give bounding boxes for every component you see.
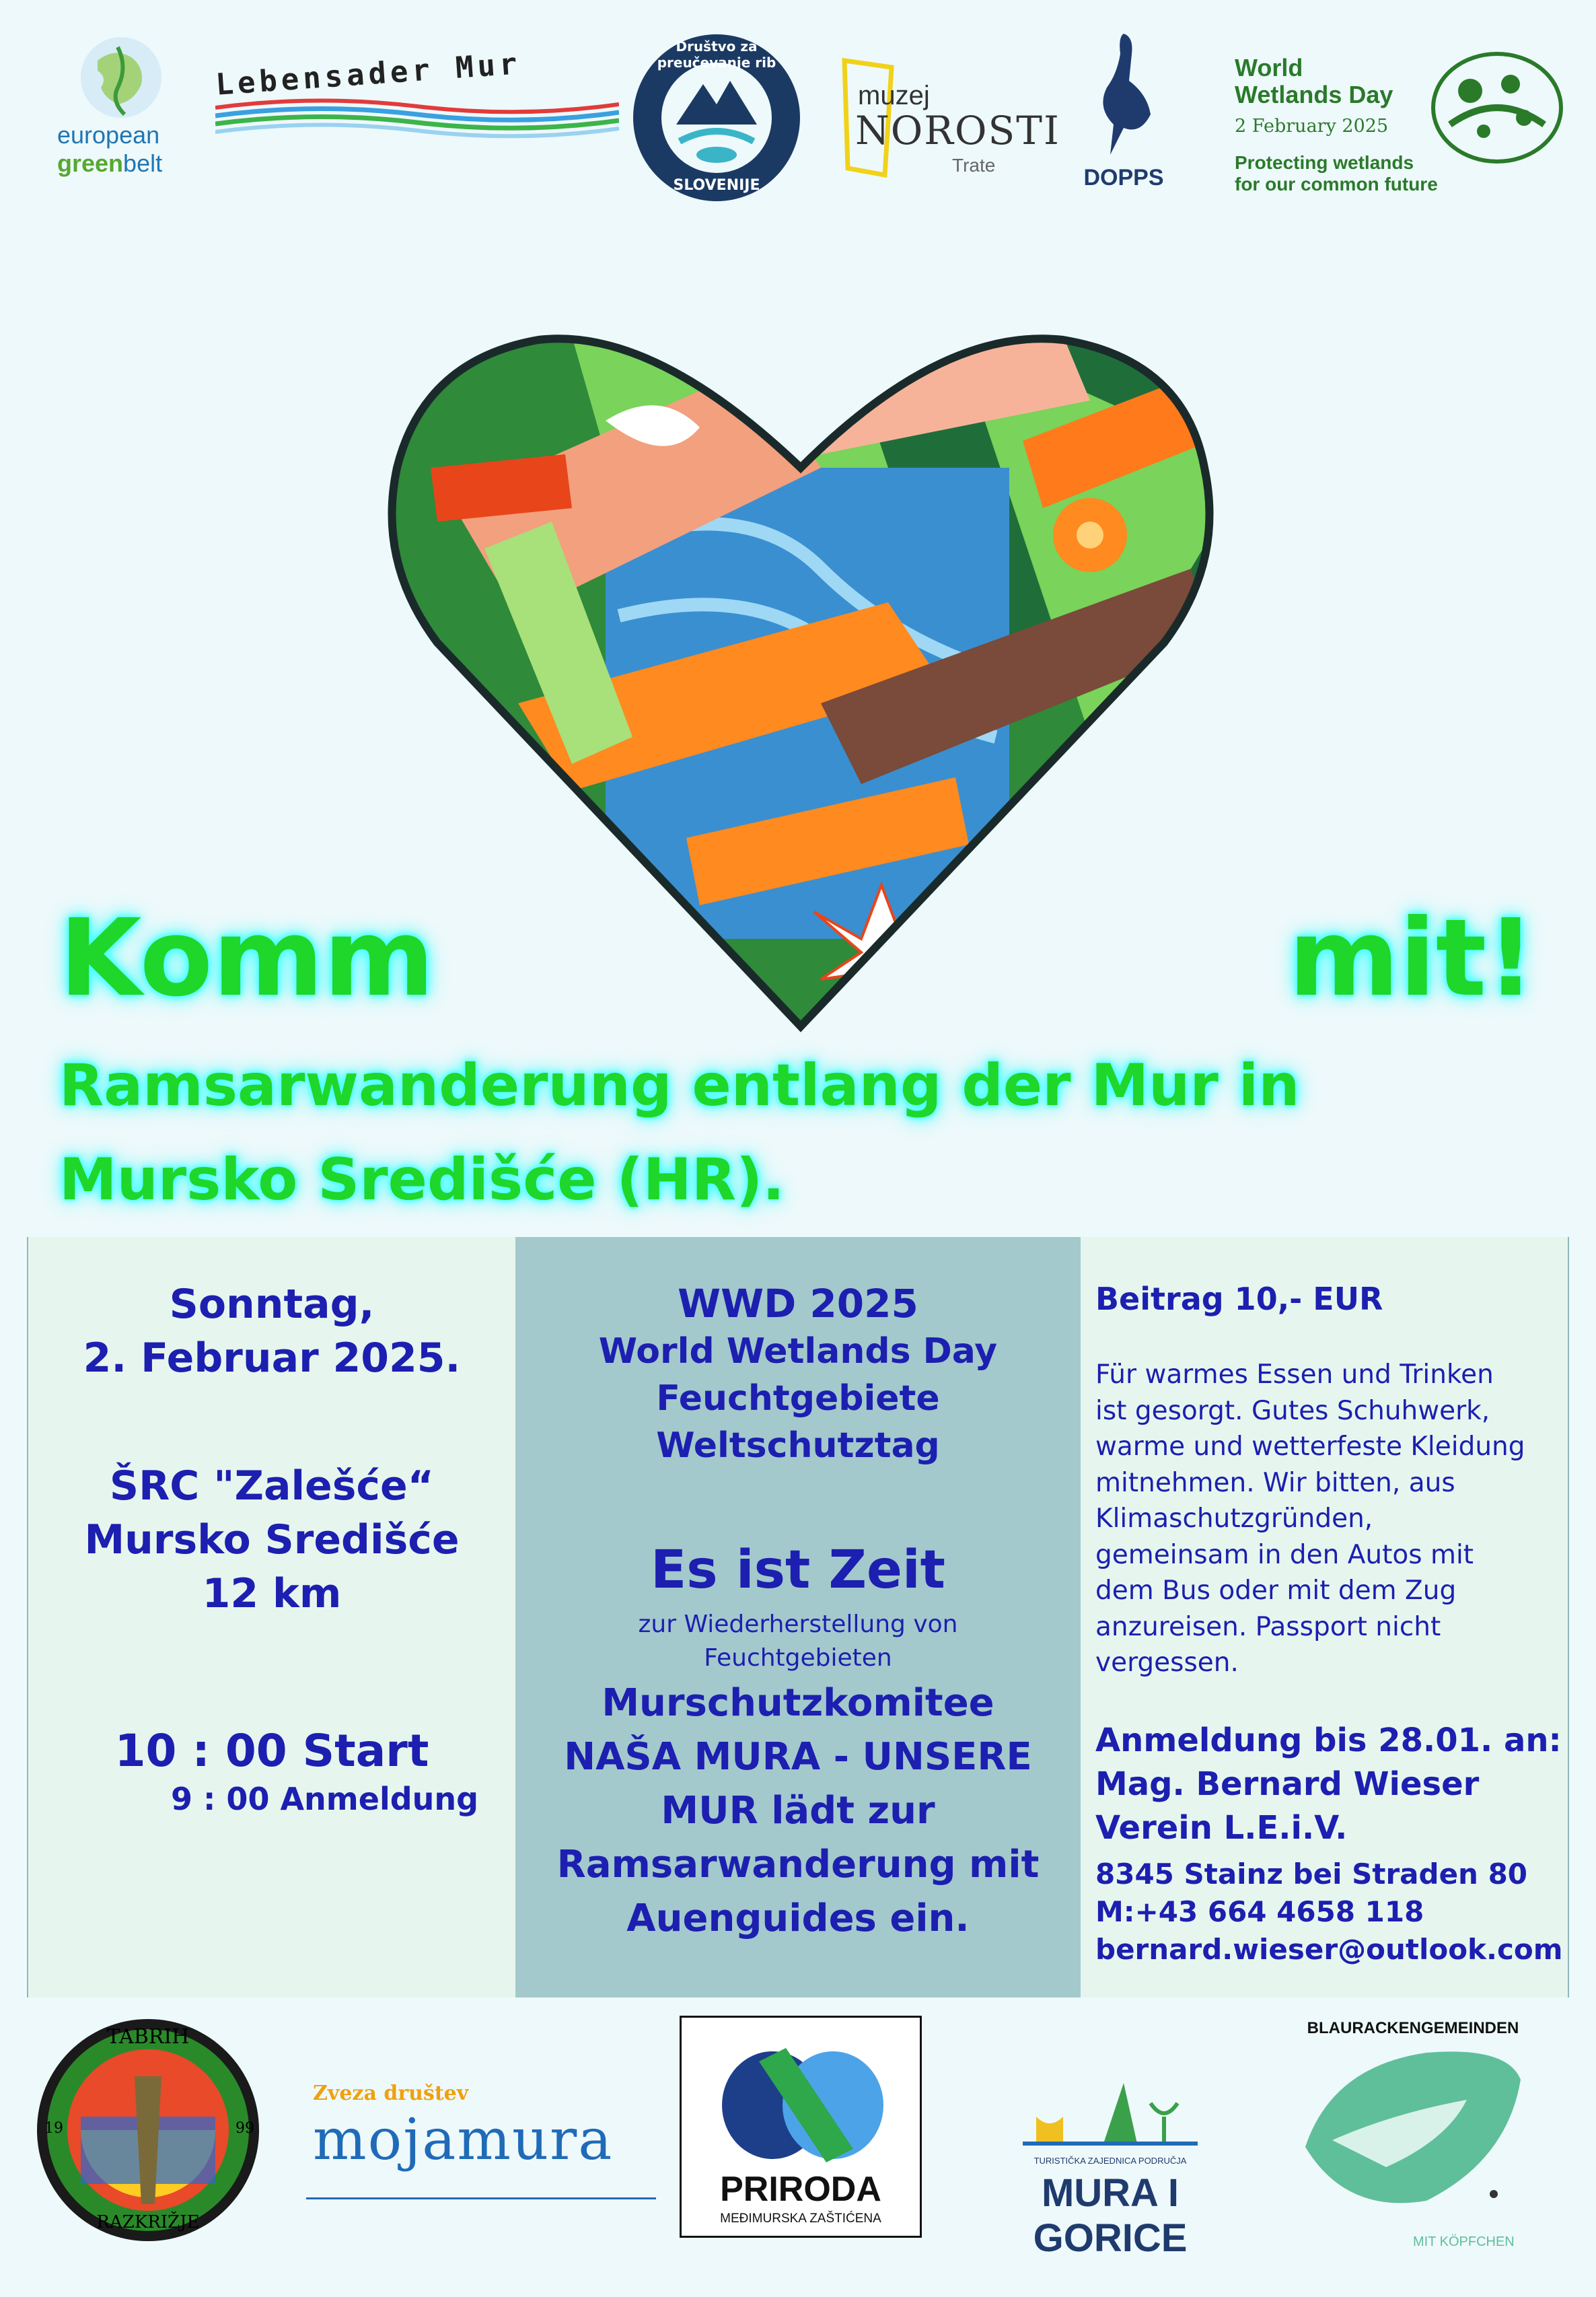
info-line: mitnehmen. Wir bitten, aus [1095,1467,1455,1498]
fish-society-logo [629,30,804,205]
invite-line3: MUR lädt zur [661,1789,935,1833]
fish-society-bottom-text: SLOVENIJE [673,177,760,194]
wwd-tag1: Protecting wetlands [1235,152,1414,173]
wwd-tag2: for our common future [1235,174,1438,195]
contact-org: Verein L.E.i.V. [1095,1809,1348,1847]
muzej-place: Trate [952,155,996,176]
wwd-line2: Feuchtgebiete [656,1378,940,1419]
left-panel [28,1237,515,1998]
world-wetlands-day-logo [1235,54,1571,209]
tabrih-left: 19 [44,2120,63,2137]
middle-panel [515,1237,1081,1998]
event-place2: Mursko Središće [84,1516,460,1563]
restore-sub2: Feuchtgebieten [704,1644,892,1672]
wwd-title2: Wetlands Day [1235,81,1393,108]
event-start: 10 : 00 Start [114,1725,429,1777]
fee-text: Beitrag 10,- EUR [1095,1281,1383,1317]
blauracken-top: BLAURACKENGEMEINDEN [1307,2019,1519,2037]
egb-green: green [57,149,124,177]
glasses-hills-icon [1023,2076,1198,2150]
wwd-2025: WWD 2025 [678,1281,918,1327]
contact-name: Mag. Bernard Wieser [1095,1765,1480,1803]
mojamura-big: mojamura [313,2107,614,2172]
priroda-sub: MEĐIMURSKA ZAŠTIĆENA [720,2212,881,2226]
tabrih-top: TABRIH [106,2025,190,2049]
egb-line1: european [57,121,160,149]
right-panel [1081,1237,1568,1998]
info-line: anzureisen. Passport nicht [1095,1611,1441,1642]
event-registration-time: 9 : 00 Anmeldung [171,1781,479,1817]
event-date: 2. Februar 2025. [83,1335,461,1382]
globe-icon [77,34,165,121]
headline-mit: mit! [1289,896,1535,1020]
lebensader-mur-logo [214,46,619,151]
contact-address: 8345 Stainz bei Straden 80 [1095,1858,1528,1890]
tabrih-logo [34,2016,262,2245]
tabrih-emblem-icon [34,2016,262,2245]
wwd-date: 2 February 2025 [1235,116,1389,137]
mura-big: MURA I GORICE [1033,2171,1188,2260]
info-line: gemeinsam in den Autos mit [1095,1539,1474,1570]
blauracken-bottom: MIT KÖPFCHEN [1413,2234,1515,2249]
event-place1: ŠRC "Zalešće“ [109,1462,435,1510]
mojamura-underline [306,2197,656,2199]
heart-illustration [350,266,1252,1040]
wave-stripes-icon [215,94,619,148]
info-text-block [1095,1357,1525,1681]
event-distance: 12 km [202,1570,342,1617]
restore-sub1: zur Wiederherstellung von [638,1611,958,1638]
muzej-small: muzej [858,81,930,110]
headline-line1: Ramsarwanderung entlang der Mur in [59,1052,1300,1119]
mura-i-gorice-logo [969,2076,1252,2260]
bird-icon [1083,27,1164,162]
contact-email[interactable]: bernard.wieser@outlook.com [1095,1933,1563,1966]
info-line: dem Bus oder mit dem Zug [1095,1576,1457,1606]
mojamura-small: Zveza društev [313,2082,469,2105]
roller-bird-icon [1292,2039,1534,2228]
mojamura-logo [306,2076,656,2197]
blauracken-logo [1278,2012,1561,2282]
registration-title: Anmeldung bis 28.01. an: [1095,1722,1562,1759]
invite-line1: Murschutzkomitee [602,1681,994,1725]
european-greenbelt-logo [44,27,198,188]
muzej-big: NOROSTI [855,108,1060,153]
contact-phone: M:+43 664 4658 118 [1095,1895,1424,1928]
priroda-emblem-icon [719,2048,887,2162]
priroda-title: PRIRODA [720,2170,881,2209]
muzej-norosti-logo [838,54,1060,188]
es-ist-zeit: Es ist Zeit [651,1540,945,1600]
tabrih-right: 99 [235,2120,254,2137]
headline-komm: Komm [59,896,435,1020]
wwd-line3: Weltschutztag [656,1425,940,1466]
egb-line2 [57,149,162,178]
invite-line5: Auenguides ein. [626,1897,970,1940]
fish-society-ring-text: Društvo za preučevanje rib [657,38,776,71]
priroda-logo [680,2016,922,2238]
dopps-logo [1063,27,1184,195]
info-line: vergessen. [1095,1648,1239,1678]
dopps-text: DOPPS [1083,165,1164,190]
egb-belt: belt [123,149,163,177]
mura-small: TURISTIČKA ZAJEDNICA PODRUČJA [1033,2156,1187,2166]
wwd-title1: World [1235,54,1303,81]
tabrih-bottom: RAZKRIŽJE [96,2212,200,2232]
invite-line4: Ramsarwanderung mit [556,1843,1040,1886]
info-line: Klimaschutzgründen, [1095,1504,1373,1534]
wetlands-circle-icon [1430,50,1564,165]
invite-line2: NAŠA MURA - UNSERE [564,1735,1032,1779]
info-line: ist gesorgt. Gutes Schuhwerk, [1095,1395,1490,1426]
headline-line2: Mursko Središće (HR). [59,1146,785,1213]
info-line: warme und wetterfeste Kleidung [1095,1432,1525,1462]
event-day: Sonntag, [169,1281,375,1328]
wwd-line1: World Wetlands Day [598,1331,998,1372]
info-line: Für warmes Essen und Trinken [1095,1359,1494,1390]
lebensader-text: Lebensader Mur [214,46,523,102]
